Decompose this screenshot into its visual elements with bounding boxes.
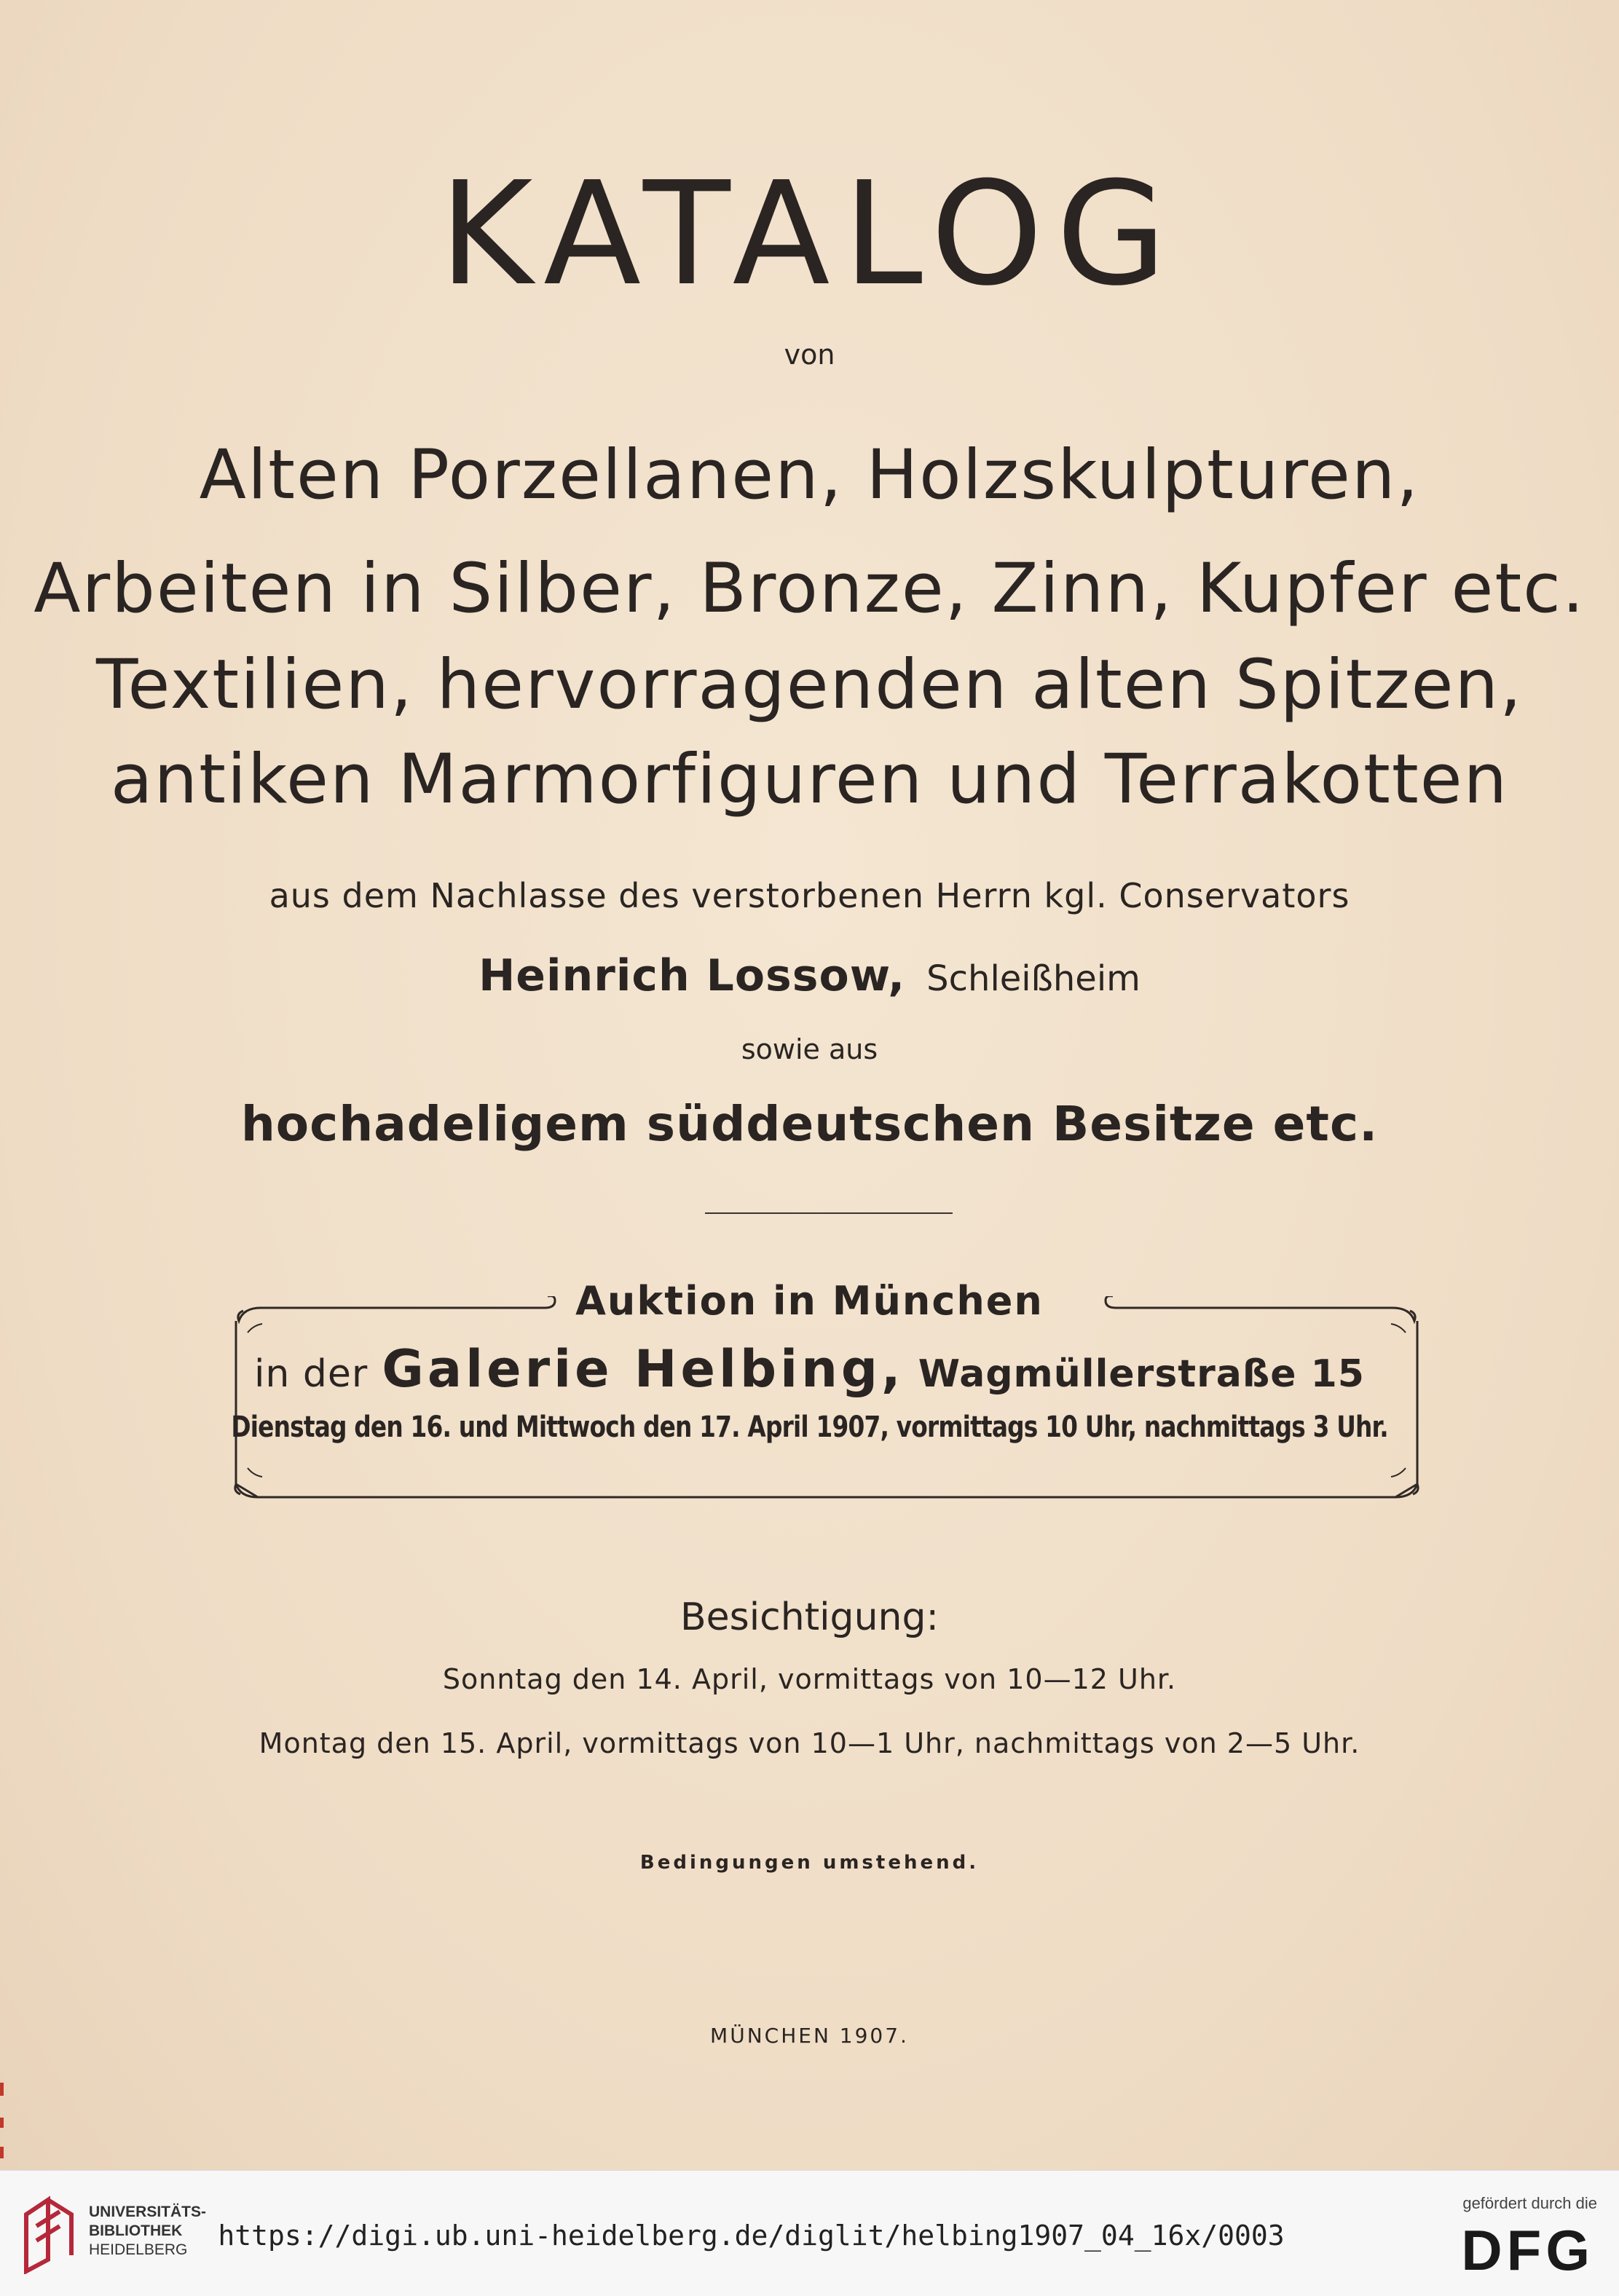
auction-heading: Auktion in München [575,1278,1044,1324]
library-line-2: BIBLIOTHEK [89,2222,183,2239]
divider-rule [705,1212,953,1214]
venue-street: Wagmüllerstraße 15 [918,1352,1365,1396]
viewing-line-1: Sonntag den 14. April, vormittags von 10—12 Uhr. [442,1663,1177,1695]
venue-prefix: in der [253,1352,369,1396]
page-edge-marks [0,2083,4,2163]
imprint: MÜNCHEN 1907. [710,2024,909,2048]
conditions-note: Bedingungen umstehend. [639,1852,980,1874]
venue-name: Galerie Helbing, [382,1339,905,1399]
person-line [0,947,1619,1008]
funded-by-text: gefördert durch die [1462,2194,1597,2212]
viewing-line-2: Montag den 15. April, vormittags von 10—1 Uhr, nachmittags von 2—5 Uhr. [259,1727,1360,1759]
sowie-text: sowie aus [741,1033,878,1065]
library-line-3: HEIDELBERG [89,2241,188,2258]
auction-dates [0,1405,1619,1449]
venue-line [0,1340,1619,1403]
library-line-1: UNIVERSITÄTS- [89,2204,207,2220]
permalink-url[interactable]: https://digi.ub.uni-heidelberg.de/diglit/helbing1907_04_16x/0003 [218,2220,1285,2252]
footer-bar [0,2170,1619,2296]
viewing-heading: Besichtigung: [679,1595,940,1639]
dfg-logo: DFG [1461,2218,1594,2282]
main-line-4: antiken Marmorfiguren und Terrakotten [110,740,1509,819]
estate-line: aus dem Nachlasse des verstorbenen Herrn kgl. Conservators [269,876,1350,915]
person-place: Schleißheim [926,958,1141,999]
main-line-3: Textilien, hervorragenden alten Spitzen, [96,645,1523,725]
main-line-1: Alten Porzellanen, Holzskulpturen, [199,435,1420,515]
auction-dates-text: Dienstag den 16. und Mittwoch den 17. April 1907, vormittags 10 Uhr, nachmittags 3 Uhr. [231,1411,1388,1444]
person-name: Heinrich Lossow, [478,950,906,1001]
von-text: von [784,339,835,371]
main-line-2: Arbeiten in Silber, Bronze, Zinn, Kupfer etc. [34,549,1585,628]
besitz-line: hochadeligem süddeutschen Besitze etc. [240,1096,1379,1152]
catalog-title: KATALOG [439,151,1180,317]
